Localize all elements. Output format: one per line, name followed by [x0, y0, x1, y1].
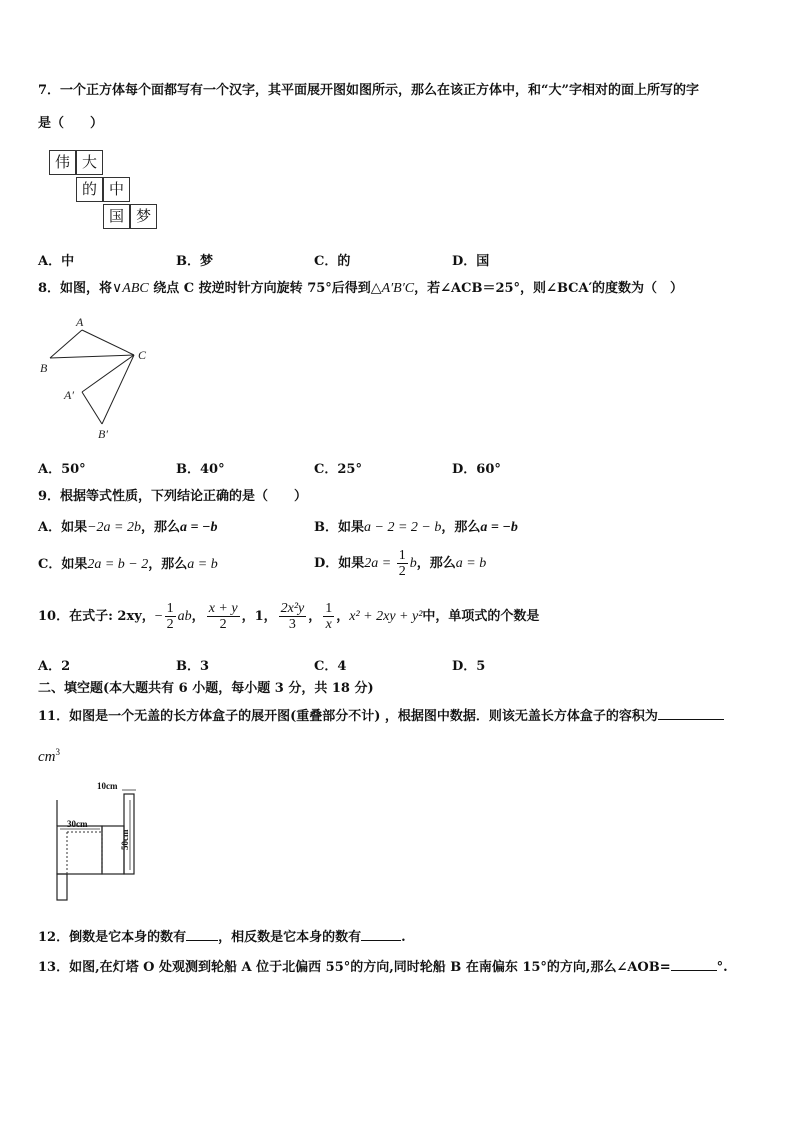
q11-stem-text: 11．如图是一个无盖的长方体盒子的展开图(重叠部分不计) ，根据图中数据．则该无盖长方体盒子的容积为	[38, 709, 658, 724]
label-a-prime: A′	[64, 388, 74, 402]
segment-a1c	[82, 355, 134, 392]
q10-comma-1: ，	[191, 609, 205, 624]
q8-prefix: 8．如图，将	[38, 281, 113, 296]
q10-frac-sum-num: x + y	[208, 601, 238, 616]
q13-text: 13．如图,在灯塔 O 处观测到轮船 A 位于北偏西 55°的方向,同时轮船 B 在南偏东 15°的方向,那么∠AOB=	[38, 960, 671, 975]
q8-option-d[interactable]: D．60°	[452, 462, 501, 477]
q9-b-then: ，那么	[441, 520, 481, 535]
q9-d-prefix: D．如果	[314, 556, 365, 571]
q7-option-b[interactable]: B．梦	[176, 254, 213, 269]
label-10cm: 10cm	[97, 781, 118, 791]
q10-option-c[interactable]: C．4	[314, 659, 347, 674]
rotation-triangles-figure	[34, 312, 164, 444]
segment-b1c	[102, 355, 134, 424]
q10-frac-sum-den: 2	[219, 617, 227, 632]
q12-part3: .	[401, 930, 406, 945]
q10-frac-sum	[207, 601, 240, 632]
q9-a-condition: −2a = 2b	[87, 520, 141, 535]
q10-frac-term	[279, 601, 307, 632]
net-cell-meng: 梦	[130, 204, 157, 229]
q11-unit	[38, 744, 60, 765]
box-net-figure	[40, 780, 140, 905]
q8-option-c[interactable]: C．25°	[314, 462, 362, 477]
q8-option-b[interactable]: B．40°	[176, 462, 225, 477]
q10-minus: −	[154, 609, 163, 624]
q10-frac-half-num: 1	[166, 601, 174, 616]
q10-frac-recip-num: 1	[325, 601, 333, 616]
net-cell-guo: 国	[103, 204, 130, 229]
q9-b-condition: a − 2 = 2 − b	[364, 520, 442, 535]
q11-answer-blank[interactable]	[658, 707, 724, 720]
q9-c-then: ，那么	[148, 557, 188, 572]
q11-unit-exponent: 3	[55, 747, 60, 757]
q12-part1: 12．倒数是它本身的数有	[38, 930, 187, 945]
label-b-prime: B′	[98, 427, 108, 441]
q11-unit-base: cm	[38, 749, 56, 765]
q9-d-then: ，那么	[416, 556, 456, 571]
q8-suffix: ，若∠ACB＝25°，则∠BCA′的度数为（ ）	[414, 281, 684, 296]
q9-c-prefix: C．如果	[38, 557, 88, 572]
q9-b-result: a = −b	[480, 520, 518, 535]
q10-frac-recip-den: x	[325, 617, 332, 632]
net-cell-wei: 伟	[49, 150, 76, 175]
q9-d-condition: 2a =	[364, 556, 395, 571]
net-front-face	[57, 826, 102, 874]
q10-option-d[interactable]: D．5	[452, 659, 486, 674]
label-30cm: 30cm	[67, 819, 88, 829]
q10-comma-3: ，	[336, 609, 350, 624]
q9-c-condition: 2a = b − 2	[87, 557, 149, 572]
q9-d-result: a = b	[455, 556, 487, 571]
q7-stem-line1: 7．一个正方体每个面都写有一个汉字，其平面展开图如图所示，那么在该正方体中，和“大”字相对的面上所写的字	[38, 83, 700, 98]
q10-ab: ab	[177, 609, 192, 624]
net-cell-da: 大	[76, 150, 103, 175]
q10-frac-recip	[323, 601, 334, 632]
q12-blank-reciprocal[interactable]	[186, 928, 218, 941]
segment-bc	[50, 355, 134, 358]
label-a: A	[76, 315, 84, 329]
q13-answer-blank[interactable]	[671, 958, 717, 971]
q8-stem	[38, 281, 683, 297]
q9-c-result: a = b	[187, 557, 218, 572]
q10-suffix: 中，单项式的个数是	[422, 609, 540, 624]
q10-comma-2: ，	[308, 609, 322, 624]
q10-polynomial: x² + 2xy + y²	[349, 609, 423, 624]
q10-option-a[interactable]: A．2	[38, 659, 71, 674]
q7-option-a[interactable]: A．中	[38, 254, 75, 269]
q7-option-d[interactable]: D．国	[452, 254, 490, 269]
label-50cm: 50cm	[120, 829, 130, 850]
q13-stem	[38, 958, 728, 976]
q9-option-b[interactable]	[314, 520, 518, 536]
q10-one: ，1，	[241, 609, 277, 624]
q8-triangle-abc: ∨ABC	[112, 281, 149, 296]
q9-option-d[interactable]	[314, 545, 486, 583]
net-cell-zhong: 中	[103, 177, 130, 202]
q9-d-fraction	[397, 548, 408, 579]
q10-frac-half	[165, 601, 176, 632]
q9-a-result: a = −b	[180, 520, 218, 535]
q12-part2: ，相反数是它本身的数有	[218, 930, 362, 945]
segment-ab	[50, 330, 82, 358]
q10-frac-half-den: 2	[166, 617, 174, 632]
q10-stem	[38, 597, 539, 637]
q9-stem: 9．根据等式性质，下列结论正确的是（ ）	[38, 489, 308, 504]
q13-end: °.	[716, 960, 728, 975]
q9-b-prefix: B．如果	[314, 520, 364, 535]
q10-frac-term-den: 3	[288, 617, 296, 632]
net-bottom-flap	[57, 874, 67, 900]
q11-stem	[38, 707, 724, 725]
q10-option-b[interactable]: B．3	[176, 659, 210, 674]
q9-d-condition-tail: b	[409, 556, 417, 571]
q10-prefix: 10．在式子: 2xy，	[38, 609, 155, 624]
net-cell-de: 的	[76, 177, 103, 202]
segment-ac	[82, 330, 134, 355]
q9-d-numerator: 1	[398, 548, 406, 563]
q9-option-a[interactable]	[38, 520, 217, 536]
label-b: B	[40, 361, 48, 375]
q9-d-denominator: 2	[398, 564, 406, 579]
segment-a1b1	[82, 392, 102, 424]
q9-a-then: ，那么	[141, 520, 181, 535]
q8-option-a[interactable]: A．50°	[38, 462, 86, 477]
q9-option-c[interactable]	[38, 557, 218, 573]
label-c: C	[138, 348, 147, 362]
q12-stem	[38, 928, 406, 946]
q8-triangle-a1b1c: △A′B′C	[370, 281, 415, 296]
q12-blank-opposite[interactable]	[361, 928, 401, 941]
q7-stem-line2: 是（ ）	[38, 116, 104, 131]
q10-frac-term-num: 2x²y	[280, 601, 305, 616]
q9-a-prefix: A．如果	[38, 520, 88, 535]
cube-net-figure	[49, 150, 161, 232]
q7-option-c[interactable]: C．的	[314, 254, 351, 269]
section-fill-in-heading: 二、填空题(本大题共有 6 小题，每小题 3 分，共 18 分)	[38, 681, 374, 696]
q8-mid: 绕点 C 按逆时针方向旋转 75°后得到	[148, 281, 371, 296]
